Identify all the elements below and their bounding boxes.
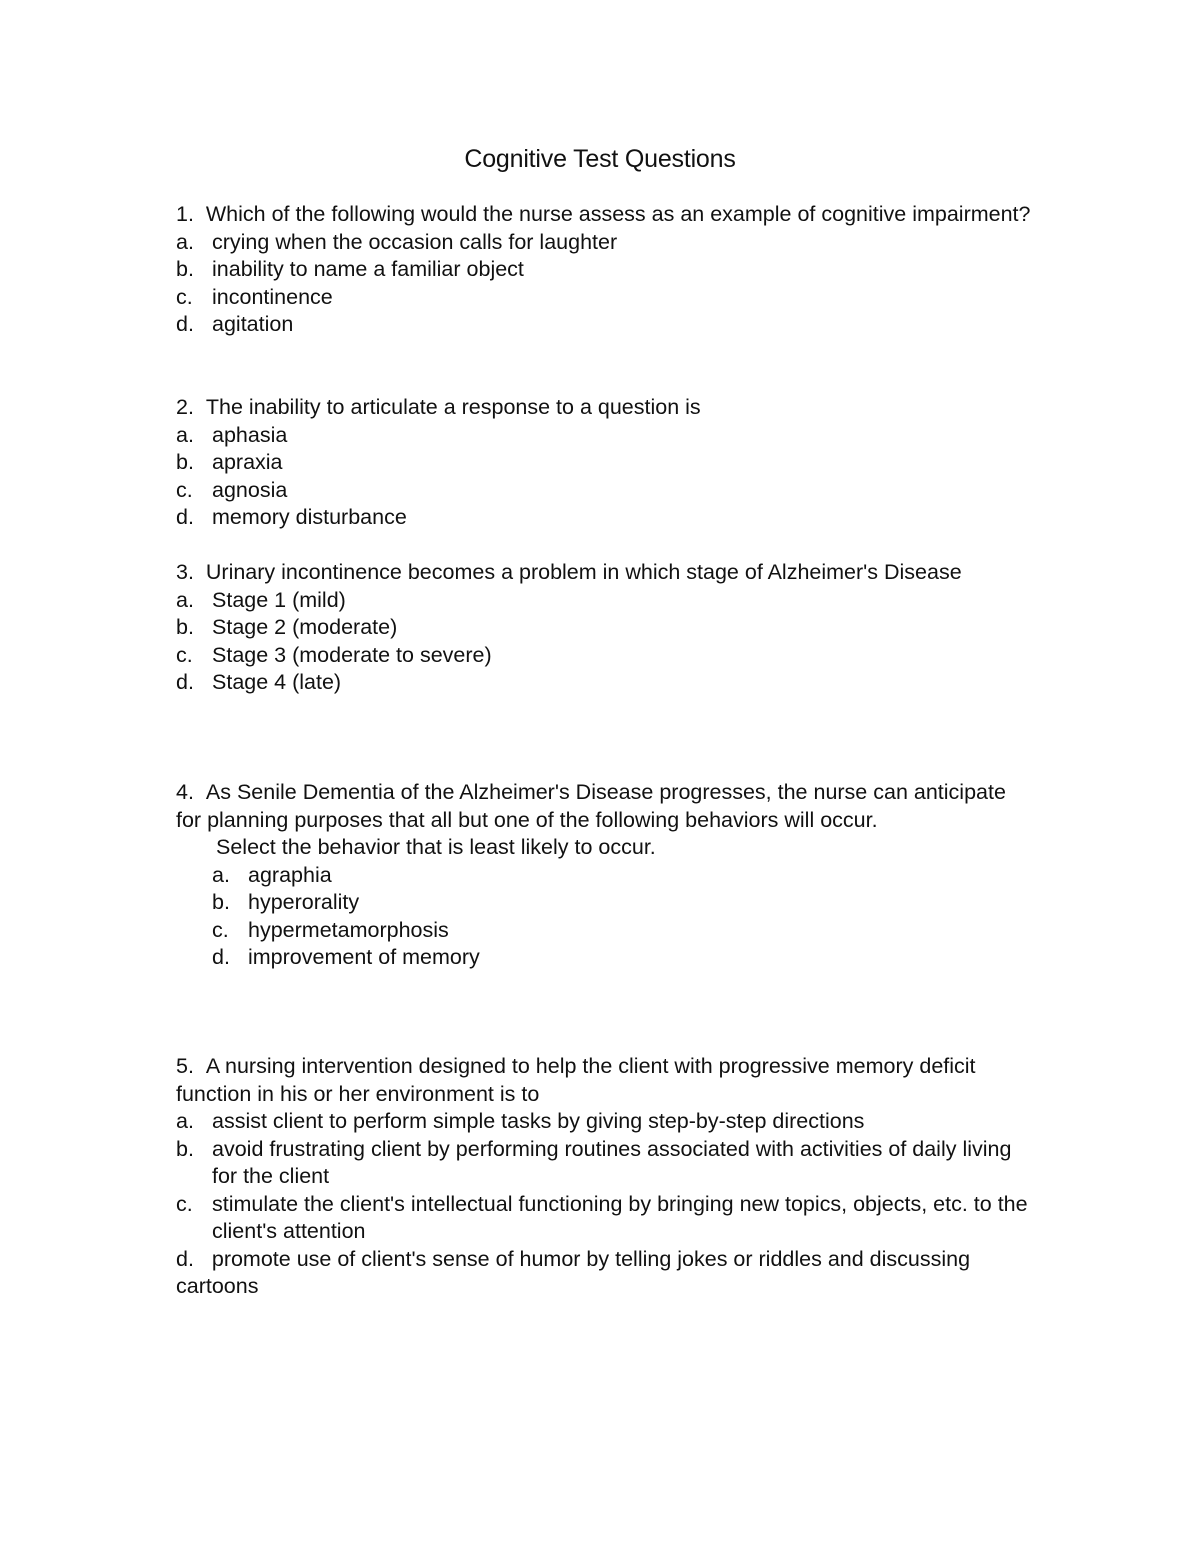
option: a. Stage 1 (mild) <box>176 587 346 612</box>
question-number: 3. <box>176 560 194 584</box>
question-4 <box>176 779 1036 972</box>
question-stem <box>176 1053 1036 1108</box>
option: b. hyperorality <box>212 890 360 914</box>
page-title: Cognitive Test Questions <box>464 145 736 173</box>
question-5 <box>176 1053 1036 1301</box>
option: c. agnosia <box>176 477 288 502</box>
option: a. assist client to perform simple tasks by giving step-by-step directions <box>176 1109 865 1133</box>
question-2 <box>176 394 1036 532</box>
question-stem <box>176 394 1036 422</box>
option: d. agitation <box>176 312 294 336</box>
option: c. Stage 3 (moderate to severe) <box>176 642 492 667</box>
option: d. improvement of memory <box>212 945 480 969</box>
question-text: The inability to articulate a response to a question is <box>205 395 701 419</box>
option: b. avoid frustrating client by performing routines associated with activities of daily living for the client <box>176 1136 1012 1188</box>
option: b. Stage 2 (moderate) <box>176 615 398 639</box>
question-number: 5. <box>176 1054 194 1078</box>
option: d. promote use of client's sense of humor by telling jokes or riddles and discussing cartoons <box>176 1246 971 1298</box>
question-text: As Senile Dementia of the Alzheimer's Disease progresses, the nurse can anticipate for planning purposes that all but one of the following behaviors will occur. <box>176 780 1006 832</box>
option: d. memory disturbance <box>176 505 407 529</box>
option: a. aphasia <box>176 422 288 447</box>
option: c. incontinence <box>176 284 333 309</box>
question-number: 4. <box>176 780 194 804</box>
option: a. crying when the occasion calls for laughter <box>176 229 618 254</box>
question-stem <box>176 201 1036 229</box>
option: d. Stage 4 (late) <box>176 670 342 694</box>
option: a. agraphia <box>212 862 332 887</box>
question-1 <box>176 201 1036 339</box>
option: c. stimulate the client's intellectual functioning by bringing new topics, objects, etc. to the client's attention <box>176 1191 1028 1243</box>
question-3 <box>176 559 1036 697</box>
question-text: Which of the following would the nurse assess as an example of cognitive impairment? <box>205 202 1031 226</box>
question-number: 1. <box>176 202 194 226</box>
option: b. apraxia <box>176 450 283 474</box>
option: b. inability to name a familiar object <box>176 257 524 281</box>
question-text: A nursing intervention designed to help the client with progressive memory deficit function in his or her environment is to <box>176 1054 976 1106</box>
question-instruction: Select the behavior that is least likely to occur. <box>216 835 656 859</box>
question-text: Urinary incontinence becomes a problem in which stage of Alzheimer's Disease <box>205 560 962 584</box>
question-number: 2. <box>176 395 194 419</box>
question-stem <box>176 559 1036 587</box>
option: c. hypermetamorphosis <box>212 917 449 942</box>
question-stem <box>176 779 1036 834</box>
